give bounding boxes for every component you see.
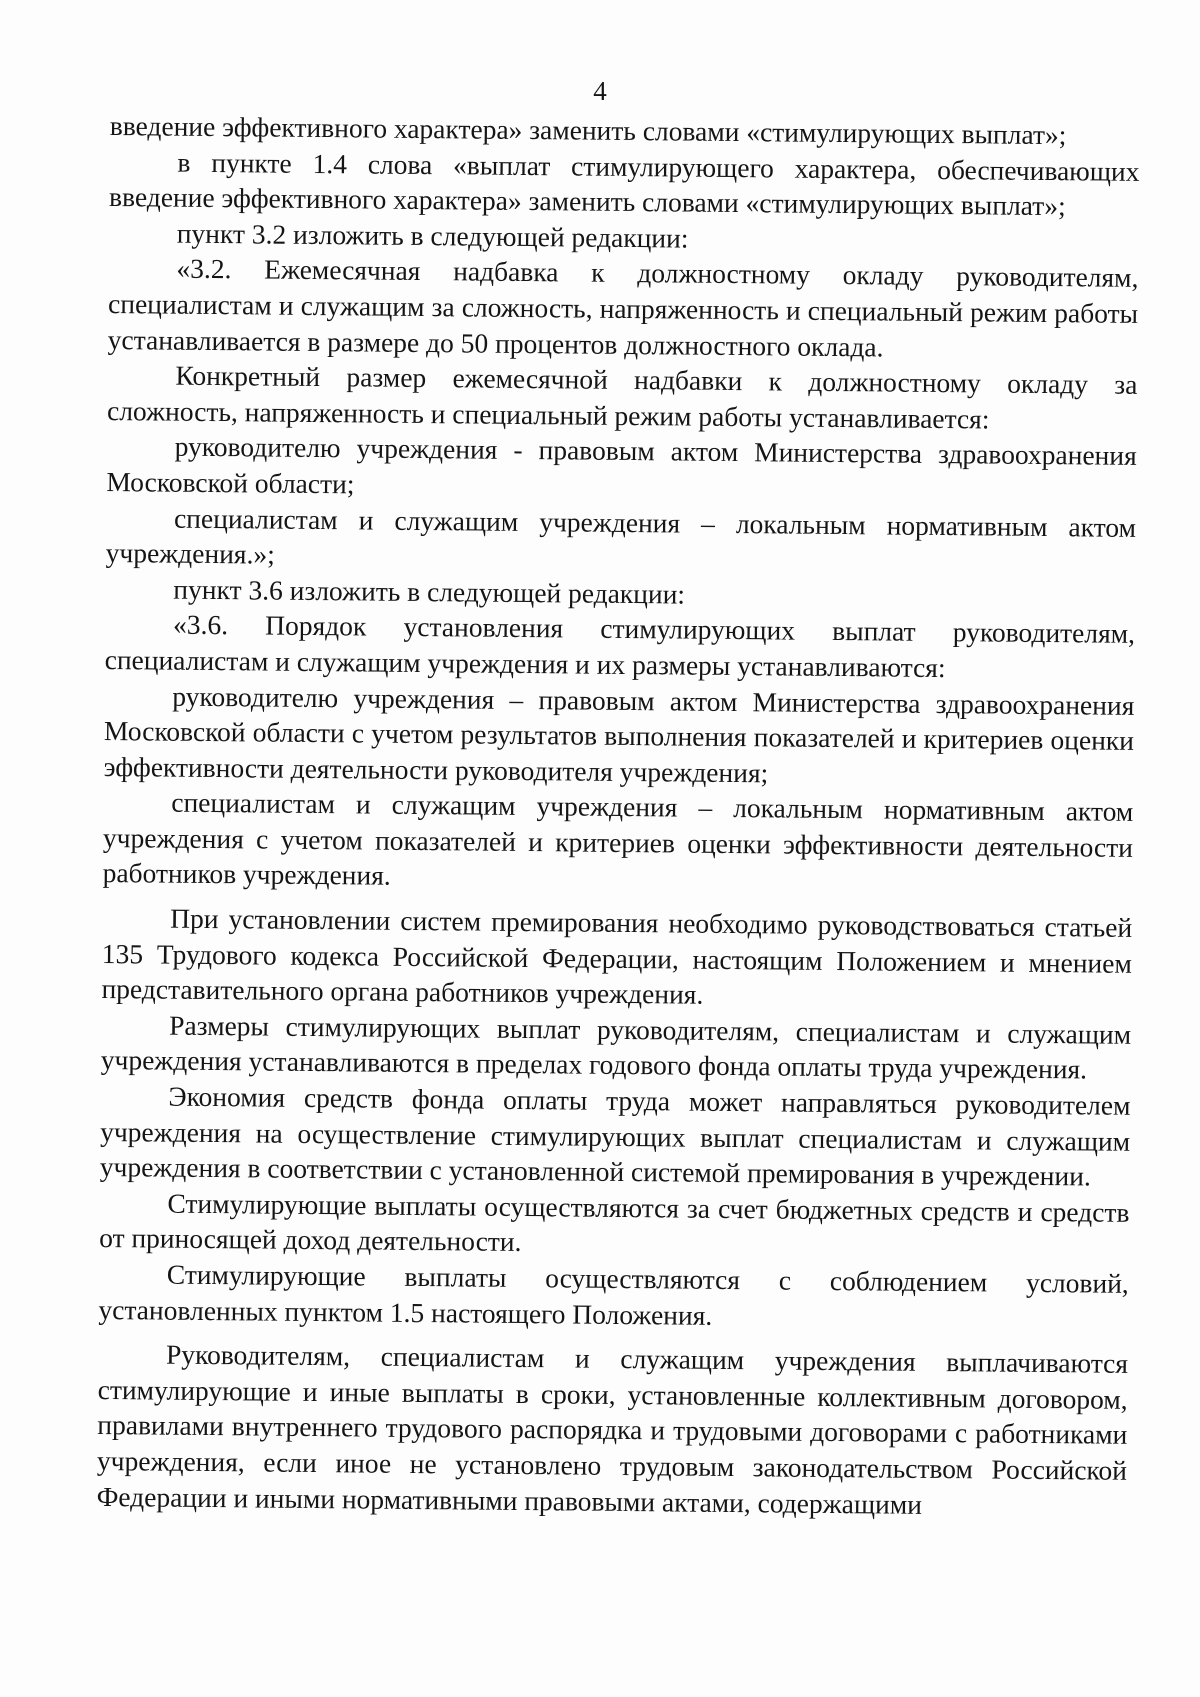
paragraph: Руководителям, специалистам и служащим учреждения выплачиваются стимулирующие и иные выплаты в сроки, установленные коллективным договором, правилами внутреннего трудового распорядка и трудовыми договорами с работниками учреждения, если иное не установлено трудовым законодательством Российской Федерации и иными нормативными правовыми актами, содержащими [96,1338,1129,1520]
paragraph: в пункте 1.4 слова «выплат стимулирующего характера, обеспечивающих введение эффективного характера» заменить словами «стимулирующих выплат»; [108,146,1140,222]
document-body [97,108,1140,1524]
paragraph: специалистам и служащим учреждения – локальным нормативным актом учреждения.»; [105,502,1137,570]
paragraph: Стимулирующие выплаты осуществляются за счет бюджетных средств и средств от приносящей доход деятельности. [99,1187,1130,1258]
paragraph: Экономия средств фонда оплаты труда может направляться руководителем учреждения на осуществление стимулирующих выплат специалистам и служащим учреждения в соответствии с установленной системой премирования в учреждении. [99,1080,1131,1192]
paragraph: руководителю учреждения - правовым актом Министерства здравоохранения Московской области; [106,430,1137,500]
paragraph: руководителю учреждения – правовым актом Министерства здравоохранения Московской области с учетом результатов выполнения показателей и критериев оценки эффективности деятельности руководителя учреждения; [103,680,1135,789]
paragraph: пункт 3.2 изложить в следующей редакции: [176,217,689,254]
paragraph: «3.2. Ежемесячная надбавка к должностному окладу руководителям, специалистам и служащим за сложность, напряженность и специальный режим работы устанавливается в размере до 50 процентов должностного оклада. [107,253,1139,362]
page-number: 4 [593,76,607,106]
paragraph: При установлении систем премирования необходимо руководствоваться статьей 135 Трудового кодекса Российской Федерации, настоящим Положением и мнением представительного органа работников учреждения. [101,902,1133,1010]
paragraph: Конкретный размер ежемесячной надбавки к должностному окладу за сложность, напряженность и специальный режим работы устанавливается: [106,359,1138,435]
paragraph: пункт 3.6 изложить в следующей редакции: [173,573,686,610]
paragraph: специалистам и служащим учреждения – локальным нормативным актом учреждения с учетом показателей и критериев оценки эффективности деятельности работников учреждения. [102,786,1134,892]
paragraph: Размеры стимулирующих выплат руководителям, специалистам и служащим учреждения устанавливаются в пределах годового фонда оплаты труда учреждения. [100,1009,1132,1085]
paragraph: введение эффективного характера» заменить словами «стимулирующих выплат»; [109,109,1067,151]
paragraph: «3.6. Порядок установления стимулирующих выплат руководителям, специалистам и служащим учреждения и их размеры устанавливаются: [104,608,1136,683]
paragraph: Стимулирующие выплаты осуществляются с соблюдением условий, установленных пунктом 1.5 настоящего Положения. [98,1258,1129,1331]
